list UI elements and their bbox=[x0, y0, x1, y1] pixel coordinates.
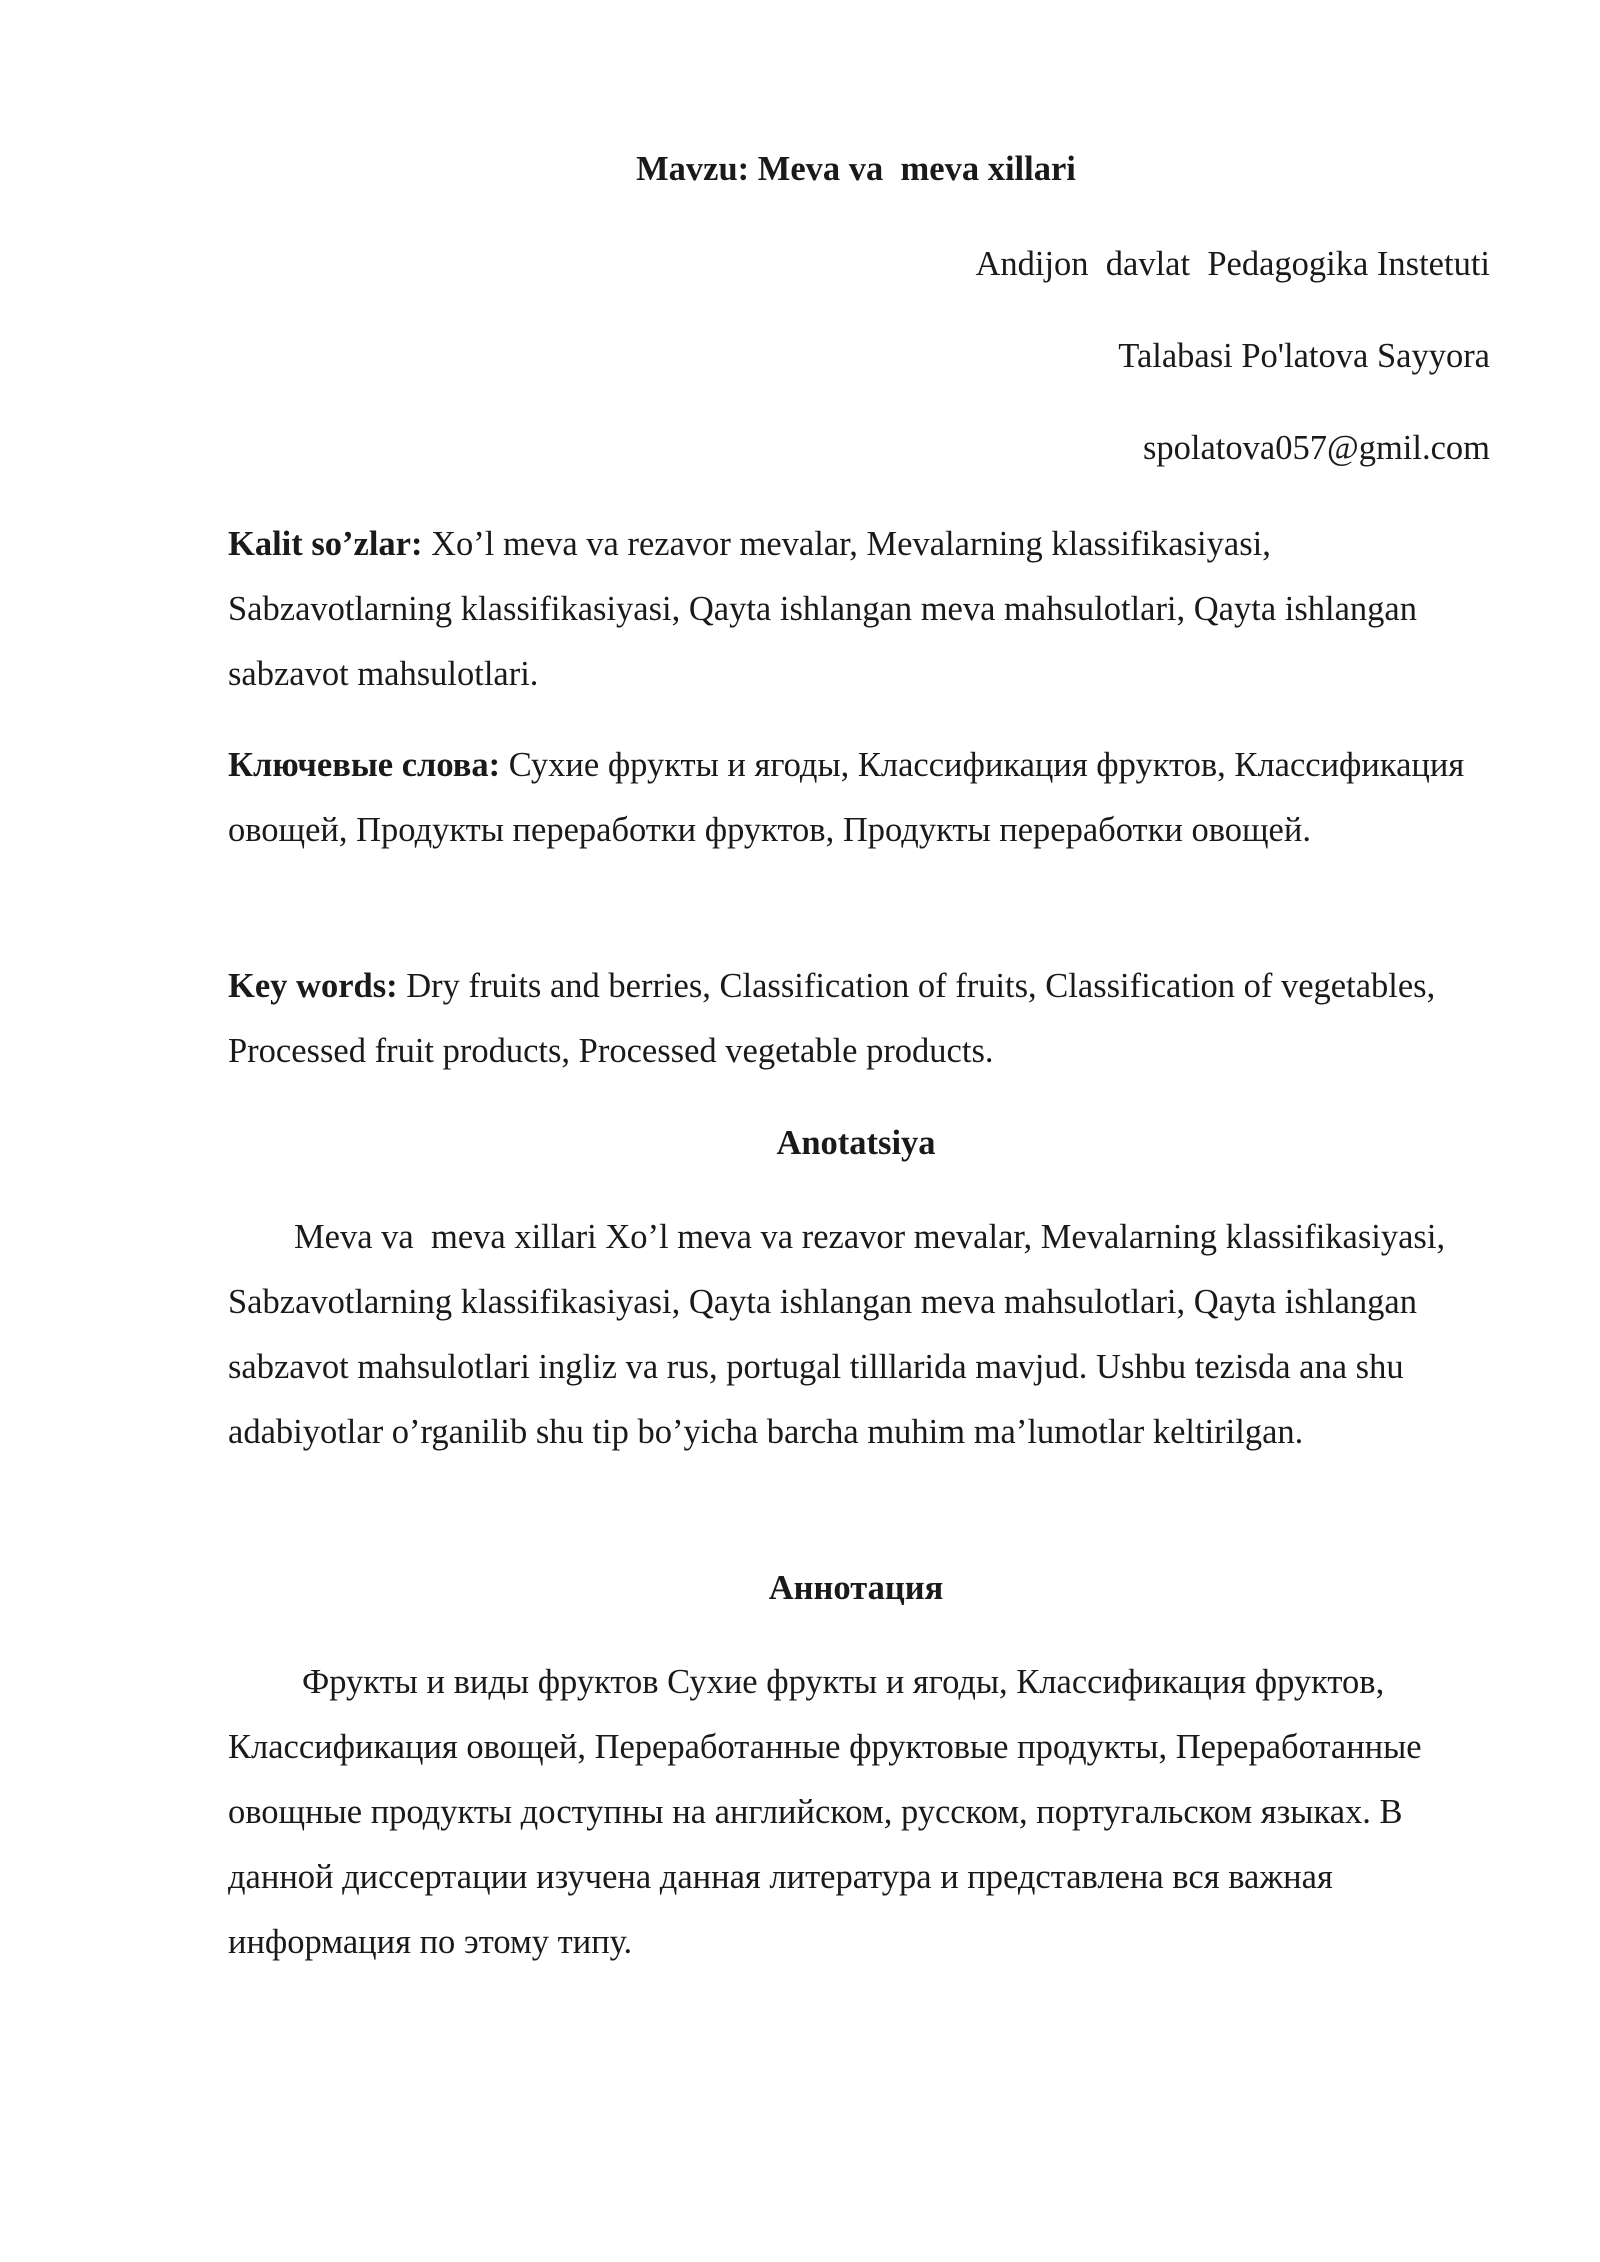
abstract-ru-heading: Аннотация bbox=[768, 1569, 944, 1607]
author-line: Talabasi Po'latova Sayyora bbox=[1118, 337, 1490, 375]
institution-line: Andijon davlat Pedagogika Instetuti bbox=[975, 245, 1490, 283]
email-line: spolatova057@gmil.com bbox=[1142, 429, 1490, 467]
keywords-uz-text: Xo’l meva va rezavor mevalar, Mevalarning klassifikasiyasi, Sabzavotlarning klassifikasiyasi, Qayta ishlangan meva mahsulotlari, Qayta ishlangan sabzavot mahsulotlari. bbox=[228, 525, 1417, 693]
keywords-en-label: Key words: bbox=[228, 967, 398, 1005]
abstract-uz-paragraph bbox=[228, 1205, 1483, 1465]
keywords-ru-text: Сухие фрукты и ягоды, Классификация фруктов, Классификация овощей, Продукты переработки фруктов, Продукты переработки овощей. bbox=[228, 746, 1465, 849]
abstract-ru-paragraph bbox=[228, 1650, 1483, 1975]
keywords-en-text: Dry fruits and berries, Classification of fruits, Classification of vegetables, Processed fruit products, Processed vegetable products. bbox=[228, 967, 1436, 1070]
keywords-ru-label: Ключевые слова: bbox=[228, 746, 501, 784]
abstract-uz-heading: Anotatsiya bbox=[776, 1124, 936, 1162]
document-title: Mavzu: Meva va meva xillari bbox=[636, 150, 1076, 188]
keywords-en-paragraph bbox=[228, 954, 1483, 1084]
keywords-uz-paragraph bbox=[228, 512, 1483, 707]
abstract-ru-text: Фрукты и виды фруктов Сухие фрукты и ягоды, Классификация фруктов, Классификация овощей, Переработанные фруктовые продукты, Переработанные овощные продукты доступны на английском, русском, португальском языках. В данной диссертации изучена данная литература и представлена вся важная информация по этому типу. bbox=[228, 1663, 1422, 1961]
keywords-ru-paragraph bbox=[228, 733, 1483, 863]
abstract-uz-text: Meva va meva xillari Xo’l meva va rezavor mevalar, Mevalarning klassifikasiyasi, Sabzavotlarning klassifikasiyasi, Qayta ishlangan meva mahsulotlari, Qayta ishlangan sabzavot mahsulotlari ingliz va rus, portugal tilllarida mavjud. Ushbu tezisda ana shu adabiyotlar o’rganilib shu tip bo’yicha barcha muhim ma’lumotlar keltirilgan. bbox=[228, 1218, 1454, 1451]
keywords-uz-label: Kalit so’zlar: bbox=[228, 525, 423, 563]
